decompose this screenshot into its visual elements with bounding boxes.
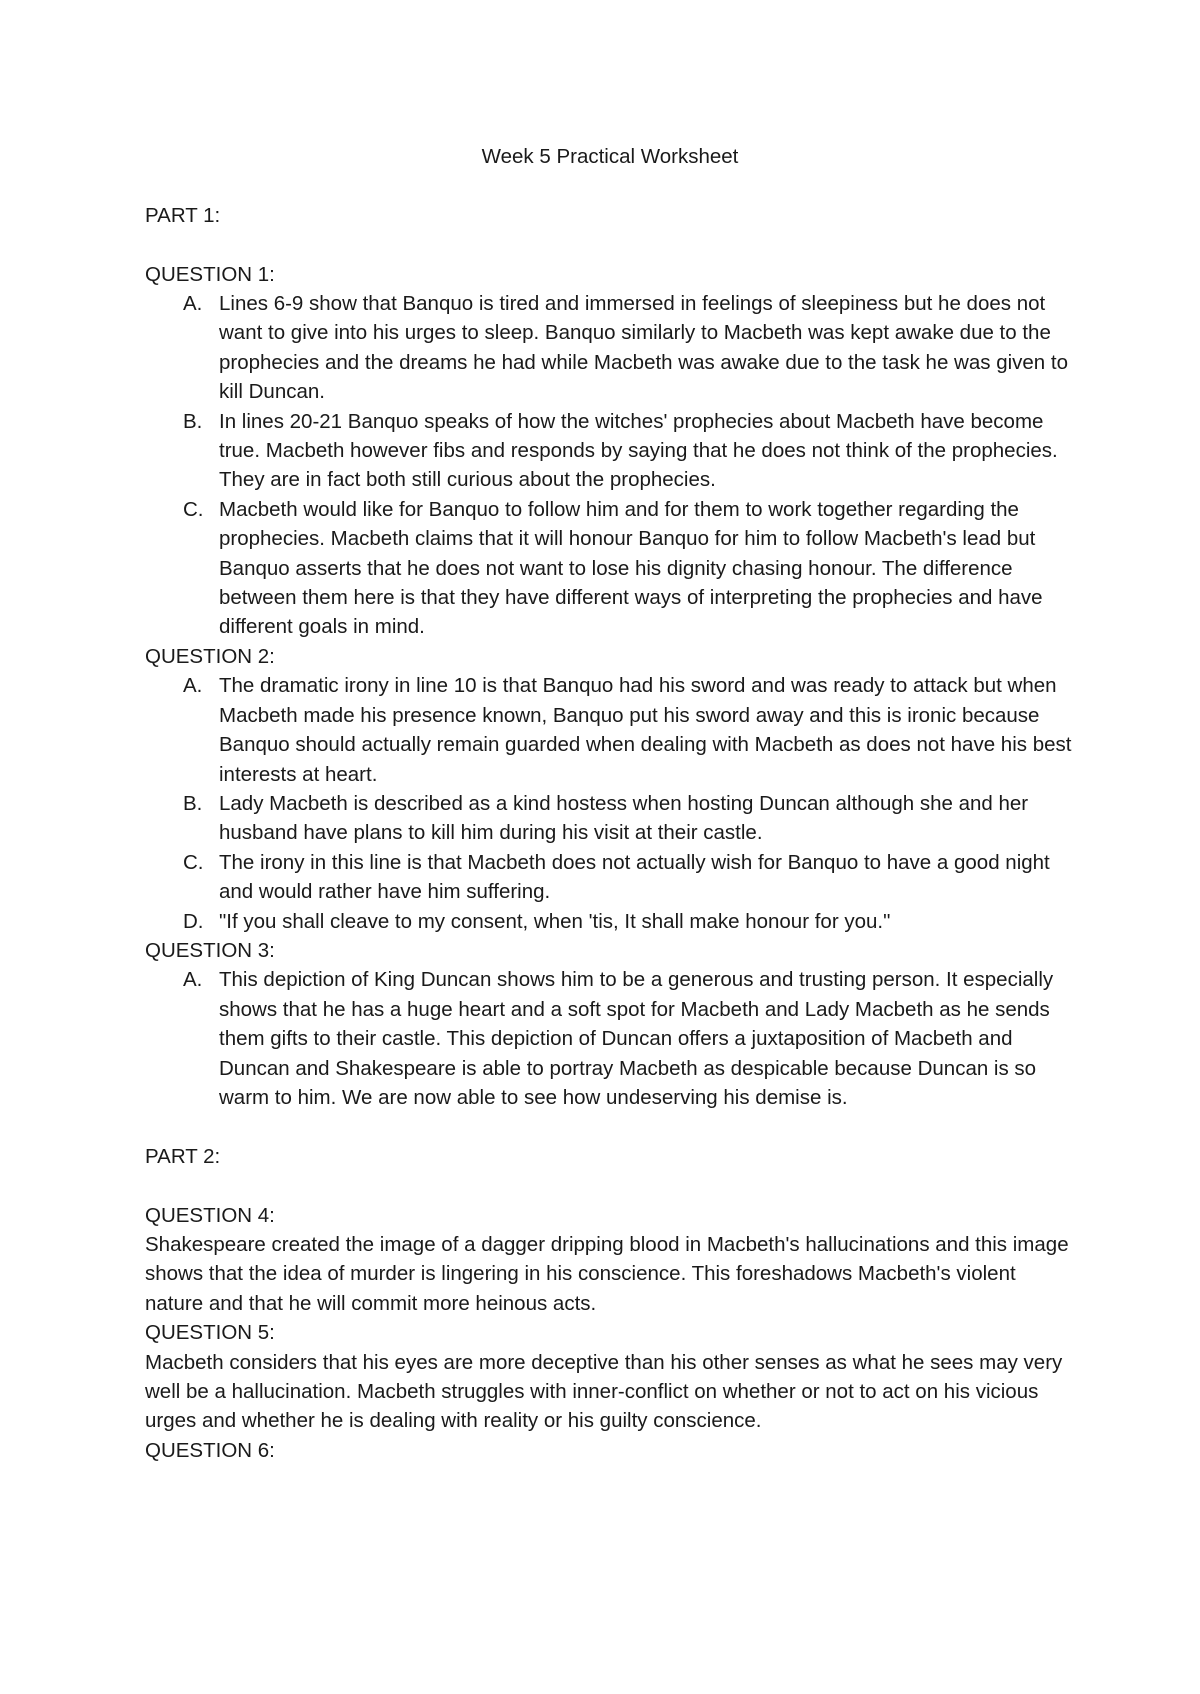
question-3-answers bbox=[145, 965, 1075, 1112]
answer-text: In lines 20-21 Banquo speaks of how the witches' prophecies about Macbeth have become true. Macbeth however fibs and responds by saying that he does not think of the prophecies. They are in fact both still curious about the prophecies. bbox=[219, 409, 1058, 492]
question-1-heading: QUESTION 1: bbox=[145, 262, 275, 286]
list-marker: A. bbox=[183, 292, 203, 315]
question-2-heading: QUESTION 2: bbox=[145, 644, 275, 668]
answer-text: Lines 6-9 show that Banquo is tired and immersed in feelings of sleepiness but he does not want to give into his urges to sleep. Banquo similarly to Macbeth was kept awake due to the prophecies and the dreams he had while Macbeth was awake due to the task he was given to kill Duncan. bbox=[219, 292, 1068, 404]
part-1-heading: PART 1: bbox=[145, 203, 221, 227]
list-item bbox=[145, 407, 1075, 495]
question-6-heading: QUESTION 6: bbox=[145, 1438, 275, 1462]
answer-text: This depiction of King Duncan shows him to be a generous and trusting person. It especially shows that he has a huge heart and a soft spot for Macbeth and Lady Macbeth as he sends them gifts to their castle. This depiction of Duncan offers a juxtaposition of Macbeth and Duncan and Shakespeare is able to portray Macbeth as despicable because Duncan is so warm to him. We are now able to see how undeserving his demise is. bbox=[219, 968, 1054, 1109]
list-marker: A. bbox=[183, 968, 203, 992]
spacer bbox=[145, 171, 1075, 200]
question-4-answer: Shakespeare created the image of a dagger dripping blood in Macbeth's hallucinations and this image shows that the idea of murder is lingering in his conscience. This foreshadows Macbeth's violent nature and that he will commit more heinous acts. bbox=[145, 1232, 1069, 1315]
list-item bbox=[145, 495, 1075, 642]
list-marker: D. bbox=[183, 909, 204, 933]
answer-text: The irony in this line is that Macbeth does not actually wish for Banquo to have a good night and would rather have him suffering. bbox=[219, 850, 1050, 904]
spacer bbox=[145, 230, 1075, 259]
answer-text: The dramatic irony in line 10 is that Banquo had his sword and was ready to attack but when Macbeth made his presence known, Banquo put his sword away and this is ironic because Banquo should actually remain guarded when dealing with Macbeth as does not have his best interests at heart. bbox=[219, 674, 1072, 786]
list-item bbox=[145, 907, 1075, 936]
list-item bbox=[145, 671, 1075, 789]
answer-text: Lady Macbeth is described as a kind hostess when hosting Duncan although she and her husband have plans to kill him during his visit at their castle. bbox=[219, 791, 1029, 845]
question-1-answers bbox=[145, 289, 1075, 642]
list-marker: C. bbox=[183, 497, 204, 521]
list-item bbox=[145, 789, 1075, 848]
list-item bbox=[145, 965, 1075, 1112]
document-body bbox=[145, 142, 1075, 1465]
answer-text: Macbeth would like for Banquo to follow him and for them to work together regarding the prophecies. Macbeth claims that it will honour Banquo for him to follow Macbeth's lead but Banquo asserts that he does not want to lose his dignity chasing honour. The difference between them here is that they have different ways of interpreting the prophecies and have different goals in mind. bbox=[219, 497, 1043, 639]
spacer bbox=[145, 1171, 1075, 1200]
question-5-heading: QUESTION 5: bbox=[145, 1321, 275, 1345]
question-2-answers bbox=[145, 671, 1075, 936]
list-marker: B. bbox=[183, 791, 203, 815]
question-5-answer: Macbeth considers that his eyes are more deceptive than his other senses as what he sees may very well be a hallucination. Macbeth struggles with inner-conflict on whether or not to act on his vicious urges and whether he is dealing with reality or his guilty conscience. bbox=[145, 1350, 1063, 1433]
list-marker: B. bbox=[183, 409, 203, 433]
list-marker: C. bbox=[183, 850, 204, 874]
page-title: Week 5 Practical Worksheet bbox=[481, 145, 739, 168]
answer-text: "If you shall cleave to my consent, when 'tis, It shall make honour for you." bbox=[219, 909, 891, 933]
part-2-heading: PART 2: bbox=[145, 1144, 221, 1168]
question-3-heading: QUESTION 3: bbox=[145, 938, 275, 962]
spacer bbox=[145, 1112, 1075, 1141]
list-item bbox=[145, 289, 1075, 407]
list-item bbox=[145, 848, 1075, 907]
list-marker: A. bbox=[183, 674, 203, 698]
question-4-heading: QUESTION 4: bbox=[145, 1203, 275, 1227]
